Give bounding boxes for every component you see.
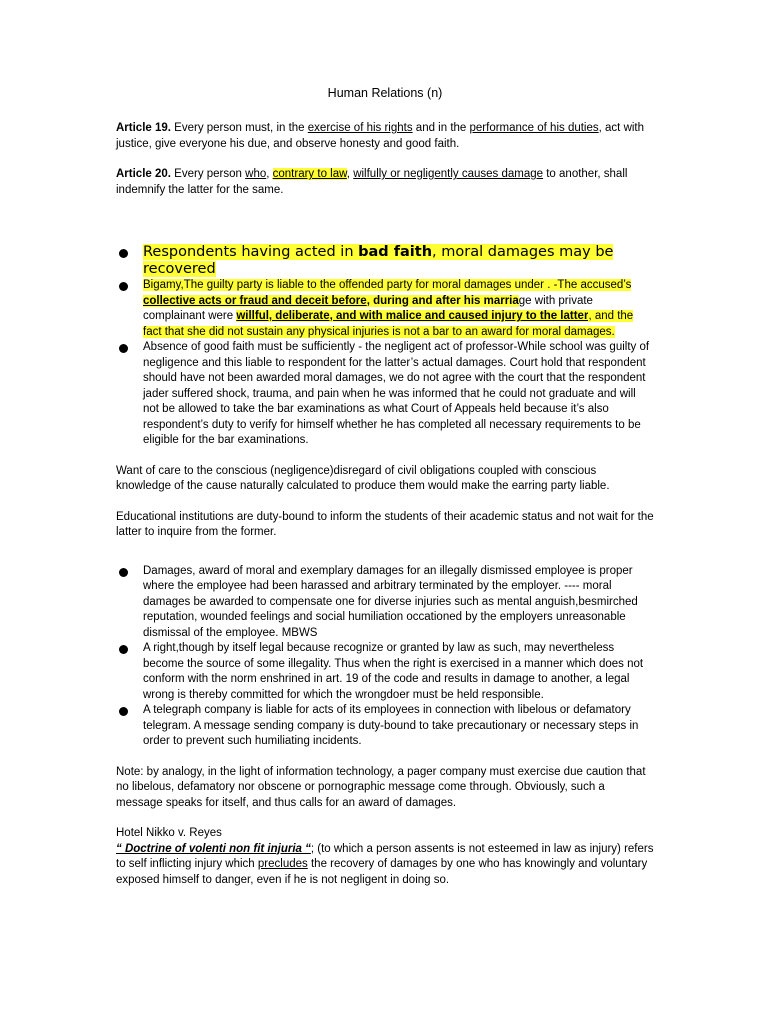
bullet-icon: [119, 282, 128, 291]
text-run: ,: [266, 168, 273, 180]
highlighted-text: contrary to law: [272, 168, 347, 180]
document-page: [116, 86, 654, 888]
bullet-bigamy: [116, 278, 654, 340]
text-run: ,: [346, 168, 354, 180]
text-run: the recovery of damages by one who has knowingly and voluntary exposed himself to danger, even if he is not negligent in doing so.: [116, 858, 648, 886]
text-run: Every person must, in the: [170, 122, 308, 134]
bullet-damages-dismissal: [116, 564, 654, 642]
text-run: ; (to which a person assents is not esteemed in law as injury) refers to self inflicting injury which: [116, 842, 654, 870]
bullet-bad-faith: [116, 244, 654, 278]
text-run: Every person: [170, 168, 246, 180]
article-19: [116, 121, 654, 152]
text-run: Respondents having acted in: [143, 244, 359, 260]
bullet-telegraph: [116, 703, 654, 750]
underlined-text: exercise of his rights: [307, 122, 413, 134]
article-20-label: Article 20.: [116, 168, 171, 180]
highlighted-text: , and the fact that she did not sustain any physical injuries is not a bar to an award for moral damages.: [143, 310, 634, 338]
text-run: and in the: [412, 122, 470, 134]
bullet-good-faith: [116, 340, 654, 449]
underlined-text: wilfully or negligently causes damage: [353, 168, 544, 180]
bullet-text: Damages, award of moral and exemplary damages for an illegally dismissed employee is proper where the employee had been harassed and arbitrary terminated by the employer. ---- moral damages be awarded to compensate one for diverse injuries such as mental anguish,besmirched reputation, wounded feelings and social humiliation occationed by the employers unreasonable dismissal of the employee. MBWS: [143, 564, 638, 639]
bullet-text: A right,though by itself legal because recognize or granted by law as such, may nevertheless become the source of some illegality. Thus when the right is exercised in a manner which does not conform with the norm enshrined in art. 19 of the code and results in damage to another, a legal wrong is thereby committed for which the wrongdoer must be held responsible.: [143, 642, 644, 701]
bullet-icon: [119, 249, 128, 258]
paragraph-educational: Educational institutions are duty-bound to inform the students of their academic status and not wait for the latter to inquire from the former.: [116, 510, 654, 538]
paragraph-want-of-care: Want of care to the conscious (negligence)disregard of civil obligations coupled with conscious knowledge of the cause naturally calculated to produce them would make the earring party liable.: [116, 464, 610, 492]
bullet-text: A telegraph company is liable for acts of its employees in connection with libelous or defamatory telegram. A message sending company is duty-bound to take precautionary or necessary steps in order to prevent such humiliating incidents.: [143, 704, 639, 747]
bold-text: , during and after his marria: [366, 294, 519, 307]
text-run: , moral damages may be recovered: [143, 244, 614, 277]
underlined-text: precludes: [257, 858, 308, 870]
bullet-icon: [119, 645, 128, 654]
bullet-icon: [119, 707, 128, 716]
underlined-text: who: [245, 168, 267, 180]
bullet-icon: [119, 568, 128, 577]
doctrine-name: “ Doctrine of volenti non fit injuria “: [116, 842, 311, 855]
bold-text: bad faith: [358, 244, 433, 260]
text-run: to another, shall indemnify the latter for the same.: [116, 168, 628, 196]
bullet-text: Absence of good faith must be sufficiently - the negligent act of professor-While school was guilty of negligence and this liable to respondent for the latter’s actual damages. Court hold that respondent should have not been awarded moral damages, we do not agree with the court that the respondent jader suffered shock, trauma, and pain when he was informed that he could not graduate and will not be allowed to take the bar examinations as what Court of Appeals held because it’s also respondent’s duty to verify for himself whether he has completed all necessary requirements to be eligible for the bar examinations.: [143, 341, 650, 446]
paragraph-volenti: [116, 842, 654, 889]
text-run: ge with private complainant were: [143, 294, 593, 322]
text-run: Bigamy,The guilty party is liable to the offended party for moral damages under . -The accused’s: [143, 279, 632, 291]
bold-underlined-text: willful, deliberate, and with malice and caused injury to the latter: [236, 310, 589, 322]
article-19-label: Article 19.: [116, 122, 171, 134]
bullet-right-illegality: [116, 641, 654, 703]
case-title: Hotel Nikko v. Reyes: [116, 827, 222, 839]
article-20: [116, 167, 654, 198]
bold-underlined-text: collective acts or fraud and deceit before: [143, 294, 367, 307]
paragraph-note: Note: by analogy, in the light of information technology, a pager company must exercise due caution that no libelous, defamatory nor obscene or pornographic message come through. Obviously, such a message speaks for itself, and thus calls for an award of damages.: [116, 765, 646, 809]
page-title: Human Relations (n): [327, 86, 443, 100]
text-run: , act with justice, give everyone his due, and observe honesty and good faith.: [116, 122, 645, 150]
underlined-text: performance of his duties: [469, 122, 599, 134]
highlighted-text: [143, 244, 613, 277]
bullet-icon: [119, 344, 128, 353]
